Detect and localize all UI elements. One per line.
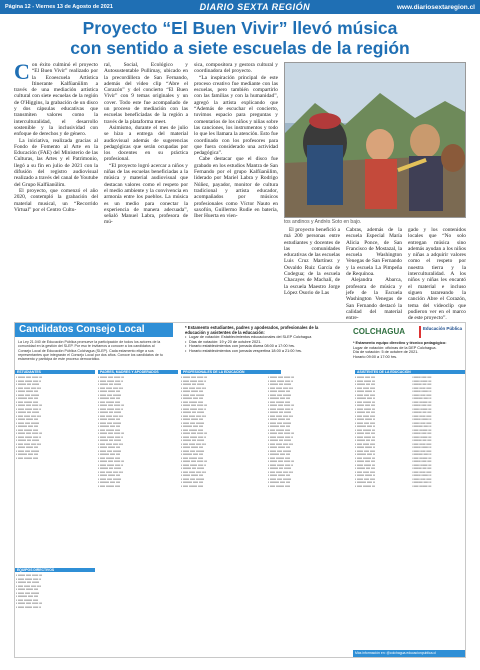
headline-line-1: Proyecto “El Buen Vivir” llevó música xyxy=(82,18,398,38)
paragraph: gado y los contenidos locales que “No solo entregan música sino además ayudan a los niños y niñas a adquirir valores como el respeto por nuestra tierra y la interculturalidad. A los niños y niñas les encantó el material e incluso siguen tarareando la canción Abre el Corazón, tema del videoclip que pudieron ver en el marco de este proyecto”. xyxy=(408,227,466,322)
directive-line: Horario 09:00 a 17:00 hrs. xyxy=(353,354,398,359)
masthead xyxy=(0,0,480,14)
paragraph: Alejandra Abarca, profesora de música y jefe de la Escuela Washington Venegas de San Fernando destacó la calidad del material entre- xyxy=(346,277,402,322)
paragraph: La iniciativa, realizada gracias al Fondo de Fomento al Arte en la Educación (FAE) del Ministerio de las Culturas, las Artes y el Patrimonio, llegó a su fin en julio de 2021 con la difusión del registro audiovisual realizado a través del canal de Youtube del Grupo Kalfüanülim. xyxy=(14,137,98,188)
paragraph: El proyecto, que comenzó el año 2020, contempló la grabación del material musical, un “Recorrido Virtual” por el Centro Cultu- xyxy=(14,187,98,213)
website-link[interactable]: www.diariosextaregion.cl xyxy=(396,3,475,11)
directive-lead: * Estamento equipo directivo y técnico pedagógico: xyxy=(353,341,447,345)
article-photo xyxy=(284,62,466,218)
paragraph: El proyecto benefició a má 200 personas entre estudiantes y docentes de las comunidades educativas de las escuelas Luis Cruz Martínez y Osvaldo Ruiz García de Codegua; de la escuela Chacayes de Machalí, de la escuela Maestro Jorge López Osorio de Las xyxy=(284,227,340,296)
article-body xyxy=(14,59,466,322)
requirement-line: • Horario establecimientos con jornada diurna 08:00 a 17:00 hrs. xyxy=(185,344,335,349)
candidate-list-parents: ▪ ▪▪▪▪▪▪▪ ▪▪▪▪▪ ▪▪▪▪▪▪ ▪▪▪ ▪ ▪▪▪▪▪▪ ▪▪▪▪▪▪▪ ▪▪▪▪▪ ▪▪ ▪ ▪▪▪▪▪▪▪▪ ▪▪▪▪ ▪▪▪▪▪▪▪ ▪ ▪▪▪▪▪ ▪▪▪▪▪▪ ▪▪▪▪▪ ▪▪▪▪ ▪ ▪▪▪▪▪▪▪ ▪▪▪▪▪▪▪ ▪▪▪▪ ▪ ▪▪▪▪▪▪ ▪▪▪▪▪ ▪▪▪▪▪▪▪▪ ▪ ▪▪▪▪▪▪▪▪▪ ▪▪▪▪▪ ▪▪▪▪ ▪ ▪▪▪▪▪ ▪▪▪▪▪▪▪▪ ▪▪▪▪▪ ▪ ▪▪▪▪▪▪▪ ▪▪▪▪▪ ▪▪▪▪▪▪ ▪▪▪ ▪ ▪▪▪▪▪▪ ▪▪▪▪▪▪▪ ▪▪▪▪▪ ▪▪ ▪ ▪▪▪▪▪▪▪▪ ▪▪▪▪ ▪▪▪▪▪▪▪ ▪ ▪▪▪▪▪ ▪▪▪▪▪▪ ▪▪▪▪▪ ▪▪▪▪ ▪ ▪▪▪▪▪▪▪ ▪▪▪▪▪▪▪ ▪▪▪▪ ▪ ▪▪▪▪▪▪ ▪▪▪▪▪ ▪▪▪▪▪▪▪▪ ▪ ▪▪▪▪▪▪▪▪▪ ▪▪▪▪▪ ▪▪▪▪ ▪ ▪▪▪▪▪ ▪▪▪▪▪▪▪▪ ▪▪▪▪▪ ▪ ▪▪▪▪▪▪▪ ▪▪▪▪▪ ▪▪▪▪▪▪ ▪▪▪ ▪ ▪▪▪▪▪▪ ▪▪▪▪▪▪▪ ▪▪▪▪▪ ▪▪ ▪ ▪▪▪▪▪▪▪▪ ▪▪▪▪ ▪▪▪▪▪▪▪ ▪ ▪▪▪▪▪ ▪▪▪▪▪▪ ▪▪▪▪▪ ▪▪▪▪ ▪ ▪▪▪▪▪▪▪ ▪▪▪▪▪▪▪ ▪▪▪▪ ▪ ▪▪▪▪▪▪ ▪▪▪▪▪ ▪▪▪▪▪▪▪▪ ▪ ▪▪▪▪▪▪▪▪▪ ▪▪▪▪▪ ▪▪▪▪ ▪ ▪▪▪▪▪ ▪▪▪▪▪▪▪▪ ▪▪▪▪▪ ▪ ▪▪▪▪▪▪▪ ▪▪▪▪▪ ▪▪▪▪▪▪ ▪▪▪ ▪ ▪▪▪▪▪▪ ▪▪▪▪▪▪▪ ▪▪▪▪▪ ▪▪ ▪ ▪▪▪▪▪▪▪▪ ▪▪▪▪ ▪▪▪▪▪▪▪ ▪ ▪▪▪▪▪ ▪▪▪▪▪▪ ▪▪▪▪▪ ▪▪▪▪ ▪ ▪▪▪▪▪▪▪ ▪▪▪▪▪▪▪ ▪▪▪▪ ▪ ▪▪▪▪▪▪ ▪▪▪▪▪ ▪▪▪▪▪▪▪▪ ▪ ▪▪▪▪▪▪▪▪▪ ▪▪▪▪▪ ▪▪▪▪ ▪ ▪▪▪▪▪ ▪▪▪▪▪▪▪▪ ▪▪▪▪▪ xyxy=(98,376,124,488)
requirements-lead: * Estamento estudiantes, padres y apoderados, profesionales de la educación y asistentes de la educación: xyxy=(185,325,319,335)
category-stripe-students: ESTUDIANTES xyxy=(15,370,95,374)
article-column-1 xyxy=(14,59,98,213)
paragraph: Cabe destacar que el disco fue grabado en los estudios Mantra de San Fernando por el grupo Kalfüanülim, liderado por Mariel Labra y Rodrigo Núñez, payador, monitor de cultura tradicional y artista educador, acompañados por músicos profesionales como Víctor Nauto en saxofón, Guillermo Rudie en batería, Iber Huerta en vien- xyxy=(194,156,278,220)
directive-line: Lugar de votación: oficinas de la DEP Colchagua. xyxy=(353,345,437,350)
article-column-6 xyxy=(408,227,466,321)
requirement-line: • Lugar de votación: Establecimientos educacionales del SLEP Colchagua xyxy=(185,335,335,340)
paper-name: DIARIO SEXTA REGIÓN xyxy=(199,2,311,12)
ad-directive-voting xyxy=(353,341,463,359)
paragraph: sica, compositora y gestora cultural y coordinadora del proyecto. xyxy=(194,62,278,75)
paragraph: “El proyecto logró acercar a niños y niñas de las escuelas beneficiadas a la música y material audiovisual que destacan valores como el respeto por el medio ambiente y la convivencia en armonía entre los pueblos. La música es un medio para conectar la experiencia de manera adecuada”, señaló Manuel Labra, profesora de mú- xyxy=(104,162,188,226)
article-column-3 xyxy=(194,62,278,219)
educacion-publica-logo: Educación Pública xyxy=(419,326,463,338)
category-stripe-professionals: PROFESIONALES DE LA EDUCACIÓN xyxy=(181,370,281,374)
page-info: Página 12 - Viernes 13 de Agosto de 2021 xyxy=(5,4,113,10)
directive-line: Día de votación: 5 de octubre de 2021. xyxy=(353,350,419,355)
category-stripe-assistants: ASISTENTES DE LA EDUCACIÓN xyxy=(355,370,465,374)
ad-intro-text: La Ley 21.040 de Educación Pública promueve la participación de todos los actores de la comunidad en la gestión del SLEP. Por eso te invitamos a conocer a los candidatos al Consejo Local de Educación Pública Colchagua (SLEP). Cada estamento elige a sus representantes que integrarán el Consejo Local por dos años. Conoce los candidatos de tu estamento y participa de este proceso democrático. xyxy=(18,340,163,362)
requirement-line: • Horario establecimientos con jornada vespertina 18:00 a 21:00 hrs. xyxy=(185,349,335,354)
photo-caption: tos andinos y Andrés Soto en bajo. xyxy=(284,219,362,225)
paragraph: Cabras, además de la escuela Especial María Alicia Ponce, de San Francisco de Mostazal, la escuela Washington Venegas de San Fernando y la escuela La Pimpeña de Requínoa. xyxy=(346,227,402,278)
article-headline xyxy=(14,18,466,58)
article-column-5 xyxy=(346,227,402,321)
requirement-line: • Días de votación: 19 y 20 de octubre 2021. xyxy=(185,340,335,345)
drop-cap: C xyxy=(14,59,30,84)
candidate-list-professionals: ▪ ▪▪▪▪▪▪▪ ▪▪▪▪▪ ▪▪▪▪▪▪ ▪▪▪ ▪ ▪▪▪▪▪▪ ▪▪▪▪▪▪▪ ▪▪▪▪▪ ▪▪ ▪ ▪▪▪▪▪▪▪▪ ▪▪▪▪ ▪▪▪▪▪▪▪ ▪ ▪▪▪▪▪ ▪▪▪▪▪▪ ▪▪▪▪▪ ▪▪▪▪ ▪ ▪▪▪▪▪▪▪ ▪▪▪▪▪▪▪ ▪▪▪▪ ▪ ▪▪▪▪▪▪ ▪▪▪▪▪ ▪▪▪▪▪▪▪▪ ▪ ▪▪▪▪▪▪▪▪▪ ▪▪▪▪▪ ▪▪▪▪ ▪ ▪▪▪▪▪ ▪▪▪▪▪▪▪▪ ▪▪▪▪▪ ▪ ▪▪▪▪▪▪▪ ▪▪▪▪▪ ▪▪▪▪▪▪ ▪▪▪ ▪ ▪▪▪▪▪▪ ▪▪▪▪▪▪▪ ▪▪▪▪▪ ▪▪ ▪ ▪▪▪▪▪▪▪▪ ▪▪▪▪ ▪▪▪▪▪▪▪ ▪ ▪▪▪▪▪ ▪▪▪▪▪▪ ▪▪▪▪▪ ▪▪▪▪ ▪ ▪▪▪▪▪▪▪ ▪▪▪▪▪▪▪ ▪▪▪▪ ▪ ▪▪▪▪▪▪ ▪▪▪▪▪ ▪▪▪▪▪▪▪▪ ▪ ▪▪▪▪▪▪▪▪▪ ▪▪▪▪▪ ▪▪▪▪ ▪ ▪▪▪▪▪ ▪▪▪▪▪▪▪▪ ▪▪▪▪▪ ▪ ▪▪▪▪▪▪▪ ▪▪▪▪▪ ▪▪▪▪▪▪ ▪▪▪ ▪ ▪▪▪▪▪▪ ▪▪▪▪▪▪▪ ▪▪▪▪▪ ▪▪ ▪ ▪▪▪▪▪▪▪▪ ▪▪▪▪ ▪▪▪▪▪▪▪ ▪ ▪▪▪▪▪ ▪▪▪▪▪▪ ▪▪▪▪▪ ▪▪▪▪ ▪ ▪▪▪▪▪▪▪ ▪▪▪▪▪▪▪ ▪▪▪▪ ▪ ▪▪▪▪▪▪ ▪▪▪▪▪ ▪▪▪▪▪▪▪▪ ▪ ▪▪▪▪▪▪▪▪▪ ▪▪▪▪▪ ▪▪▪▪ ▪ ▪▪▪▪▪ ▪▪▪▪▪▪▪▪ ▪▪▪▪▪ ▪ ▪▪▪▪▪▪▪ ▪▪▪▪▪ ▪▪▪▪▪▪ ▪▪▪ ▪ ▪▪▪▪▪▪ ▪▪▪▪▪▪▪ ▪▪▪▪▪ ▪▪ ▪ ▪▪▪▪▪▪▪▪ ▪▪▪▪ ▪▪▪▪▪▪▪ ▪ ▪▪▪▪▪ ▪▪▪▪▪▪ ▪▪▪▪▪ ▪▪▪▪ ▪ ▪▪▪▪▪▪▪ ▪▪▪▪▪▪▪ ▪▪▪▪ ▪ ▪▪▪▪▪▪ ▪▪▪▪▪ ▪▪▪▪▪▪▪▪ ▪ ▪▪▪▪▪▪▪▪▪ ▪▪▪▪▪ ▪▪▪▪ ▪ ▪▪▪▪▪ ▪▪▪▪▪▪▪▪ ▪▪▪▪▪ ▪ ▪▪▪▪▪▪▪ ▪▪▪▪▪ ▪▪▪▪▪▪ ▪▪▪ ▪ ▪▪▪▪▪▪ ▪▪▪▪▪▪▪ ▪▪▪▪▪ ▪▪ ▪ ▪▪▪▪▪▪▪▪ ▪▪▪▪ ▪▪▪▪▪▪▪ ▪ ▪▪▪▪▪ ▪▪▪▪▪▪ ▪▪▪▪▪ ▪▪▪▪ ▪ ▪▪▪▪▪▪▪ ▪▪▪▪▪▪▪ ▪▪▪▪ ▪ ▪▪▪▪▪▪ ▪▪▪▪▪ ▪▪▪▪▪▪▪▪ ▪ ▪▪▪▪▪▪▪▪▪ ▪▪▪▪▪ ▪▪▪▪ ▪ ▪▪▪▪▪ ▪▪▪▪▪▪▪▪ ▪▪▪▪▪ ▪ ▪▪▪▪▪▪▪ ▪▪▪▪▪ ▪▪▪▪▪▪ ▪▪▪ ▪ ▪▪▪▪▪▪ ▪▪▪▪▪▪▪ ▪▪▪▪▪ ▪▪ ▪ ▪▪▪▪▪▪▪▪ ▪▪▪▪ ▪▪▪▪▪▪▪ ▪ ▪▪▪▪▪ ▪▪▪▪▪▪ ▪▪▪▪▪ ▪▪▪▪ ▪ ▪▪▪▪▪▪▪ ▪▪▪▪▪▪▪ ▪▪▪▪ ▪ ▪▪▪▪▪▪ ▪▪▪▪▪ ▪▪▪▪▪▪▪▪ ▪ ▪▪▪▪▪▪▪▪▪ ▪▪▪▪▪ ▪▪▪▪ ▪ ▪▪▪▪▪ ▪▪▪▪▪▪▪▪ ▪▪▪▪▪ ▪ ▪▪▪▪▪▪▪ ▪▪▪▪▪ ▪▪▪▪▪▪ ▪▪▪ ▪ ▪▪▪▪▪▪ ▪▪▪▪▪▪▪ ▪▪▪▪▪ ▪▪ ▪ ▪▪▪▪▪▪▪▪ ▪▪▪▪ ▪▪▪▪▪▪▪ ▪ ▪▪▪▪▪ ▪▪▪▪▪▪ ▪▪▪▪▪ ▪▪▪▪ ▪ ▪▪▪▪▪▪▪ ▪▪▪▪▪▪▪ ▪▪▪▪ ▪ ▪▪▪▪▪▪ ▪▪▪▪▪ ▪▪▪▪▪▪▪▪ ▪ ▪▪▪▪▪▪▪▪▪ ▪▪▪▪▪ ▪▪▪▪ ▪ ▪▪▪▪▪ ▪▪▪▪▪▪▪▪ ▪▪▪▪▪ ▪ ▪▪▪▪▪▪▪ ▪▪▪▪▪ ▪▪▪▪▪▪ ▪▪▪ ▪ ▪▪▪▪▪▪ ▪▪▪▪▪▪▪ ▪▪▪▪▪ ▪▪ ▪ ▪▪▪▪▪▪▪▪ ▪▪▪▪ ▪▪▪▪▪▪▪ ▪ ▪▪▪▪▪ ▪▪▪▪▪▪ ▪▪▪▪▪ ▪▪▪▪ ▪ ▪▪▪▪▪▪▪ ▪▪▪▪▪▪▪ ▪▪▪▪ ▪ ▪▪▪▪▪▪ ▪▪▪▪▪ ▪▪▪▪▪▪▪▪ ▪ ▪▪▪▪▪▪▪▪▪ ▪▪▪▪▪ ▪▪▪▪ ▪ ▪▪▪▪▪ ▪▪▪▪▪▪▪▪ ▪▪▪▪▪ xyxy=(181,376,294,488)
paragraph: Asimismo, durante el mes de julio se hizo a entrega del material audiovisual además de sugerencias pedagógicas que serán ocupadas por los docentes en su práctica profesional. xyxy=(104,124,188,163)
colchagua-logo: COLCHAGUA xyxy=(353,327,405,336)
candidate-list-students: ▪ ▪▪▪▪▪▪▪ ▪▪▪▪▪ ▪▪▪▪▪▪ ▪▪▪ ▪ ▪▪▪▪▪▪ ▪▪▪▪▪▪▪ ▪▪▪▪▪ ▪▪ ▪ ▪▪▪▪▪▪▪▪ ▪▪▪▪ ▪▪▪▪▪▪▪ ▪ ▪▪▪▪▪ ▪▪▪▪▪▪ ▪▪▪▪▪ ▪▪▪▪ ▪ ▪▪▪▪▪▪▪ ▪▪▪▪▪▪▪ ▪▪▪▪ ▪ ▪▪▪▪▪▪ ▪▪▪▪▪ ▪▪▪▪▪▪▪▪ ▪ ▪▪▪▪▪▪▪▪▪ ▪▪▪▪▪ ▪▪▪▪ ▪ ▪▪▪▪▪ ▪▪▪▪▪▪▪▪ ▪▪▪▪▪ ▪ ▪▪▪▪▪▪▪ ▪▪▪▪▪ ▪▪▪▪▪▪ ▪▪▪ ▪ ▪▪▪▪▪▪ ▪▪▪▪▪▪▪ ▪▪▪▪▪ ▪▪ ▪ ▪▪▪▪▪▪▪▪ ▪▪▪▪ ▪▪▪▪▪▪▪ ▪ ▪▪▪▪▪ ▪▪▪▪▪▪ ▪▪▪▪▪ ▪▪▪▪ ▪ ▪▪▪▪▪▪▪ ▪▪▪▪▪▪▪ ▪▪▪▪ ▪ ▪▪▪▪▪▪ ▪▪▪▪▪ ▪▪▪▪▪▪▪▪ ▪ ▪▪▪▪▪▪▪▪▪ ▪▪▪▪▪ ▪▪▪▪ ▪ ▪▪▪▪▪ ▪▪▪▪▪▪▪▪ ▪▪▪▪▪ ▪ ▪▪▪▪▪▪▪ ▪▪▪▪▪ ▪▪▪▪▪▪ ▪▪▪ ▪ ▪▪▪▪▪▪ ▪▪▪▪▪▪▪ ▪▪▪▪▪ ▪▪ ▪ ▪▪▪▪▪▪▪▪ ▪▪▪▪ ▪▪▪▪▪▪▪ ▪ ▪▪▪▪▪ ▪▪▪▪▪▪ ▪▪▪▪▪ ▪▪▪▪ ▪ ▪▪▪▪▪▪▪ ▪▪▪▪▪▪▪ ▪▪▪▪ ▪ ▪▪▪▪▪▪ ▪▪▪▪▪ ▪▪▪▪▪▪▪▪ ▪ ▪▪▪▪▪▪▪▪▪ ▪▪▪▪▪ ▪▪▪▪ ▪ ▪▪▪▪▪ ▪▪▪▪▪▪▪▪ ▪▪▪▪▪ xyxy=(16,376,42,460)
paragraph: on éxito culminó el proyecto “El Buen Vivir” realizado por la Ecoescuela Artística Itinerante Kalfüanülim a través de una mediación artística cultural con siete escuelas de la región de O'Higgins, la grabación de un disco y dos cápsulas educativas que transmiten valores como la interculturalidad, el desarrollo sostenible y la inclusividad con enfoque de derechos y de género. xyxy=(14,62,98,138)
ad-banner-title: Candidatos Consejo Local xyxy=(15,323,173,337)
advertisement-consejo-local xyxy=(14,322,466,658)
candidate-list-directivos: ▪ ▪▪▪▪▪▪▪ ▪▪▪▪▪ ▪▪▪▪▪▪ ▪▪▪ ▪ ▪▪▪▪▪▪ ▪▪▪▪▪▪▪ ▪▪▪▪▪ ▪▪ ▪ ▪▪▪▪▪▪▪▪ ▪▪▪▪ ▪▪▪▪▪▪▪ ▪ ▪▪▪▪▪ ▪▪▪▪▪▪ ▪▪▪▪▪ ▪▪▪▪ ▪ ▪▪▪▪▪▪▪ ▪▪▪▪▪▪▪ ▪▪▪▪ ▪ ▪▪▪▪▪▪ ▪▪▪▪▪ ▪▪▪▪▪▪▪▪ ▪ ▪▪▪▪▪▪▪▪▪ ▪▪▪▪▪ ▪▪▪▪ ▪ ▪▪▪▪▪ ▪▪▪▪▪▪▪▪ ▪▪▪▪▪ ▪ ▪▪▪▪▪▪▪ ▪▪▪▪▪ ▪▪▪▪▪▪ ▪▪▪ ▪ ▪▪▪▪▪▪ ▪▪▪▪▪▪▪ ▪▪▪▪▪ ▪▪ xyxy=(16,574,42,609)
ad-footer-info[interactable]: Más información en: @colchagua.educacionpublica.cl xyxy=(353,650,465,657)
category-stripe-parents: PADRES, MADRES Y APODERADOS xyxy=(98,370,178,374)
article-column-2 xyxy=(104,62,188,226)
paragraph: ral, Social, Ecológico y Autosustentable Pullimay, ubicado en la precordillera de San Fernando, además del video clip “Abre el Corazón” y del concierto “El Buen Vivir” con 9 temas originales y un cover. Todo este fue acompañado de un proceso de mediación con las escuelas beneficiadas de la región a través de la plataforma meet. xyxy=(104,62,188,125)
category-stripe-directivos: EQUIPOS DIRECTIVOS xyxy=(15,568,95,572)
candidate-list-assistants: ▪ ▪▪▪▪▪▪▪ ▪▪▪▪▪ ▪▪▪▪ ▪ ▪▪▪▪▪▪ ▪▪▪▪▪▪▪ ▪▪▪ ▪ ▪▪▪▪▪▪▪▪ ▪▪▪▪ ▪▪▪▪ ▪ ▪▪▪▪▪ ▪▪▪▪▪▪ ▪▪▪▪▪ ▪ ▪▪▪▪▪▪▪ ▪▪▪▪▪▪▪ ▪▪ ▪ ▪▪▪▪▪▪ ▪▪▪▪▪ ▪▪▪▪▪ ▪ ▪▪▪▪▪▪▪▪▪ ▪▪▪▪▪ ▪▪ ▪ ▪▪▪▪▪ ▪▪▪▪▪▪▪▪ ▪▪▪ ▪ ▪▪▪▪▪▪▪ ▪▪▪▪▪ ▪▪▪▪ ▪ ▪▪▪▪▪▪ ▪▪▪▪▪▪▪ ▪▪▪ ▪ ▪▪▪▪▪▪▪▪ ▪▪▪▪ ▪▪▪▪ ▪ ▪▪▪▪▪ ▪▪▪▪▪▪ ▪▪▪▪▪ ▪ ▪▪▪▪▪▪▪ ▪▪▪▪▪▪▪ ▪▪ ▪ ▪▪▪▪▪▪ ▪▪▪▪▪ ▪▪▪▪▪ ▪ ▪▪▪▪▪▪▪▪▪ ▪▪▪▪▪ ▪▪ ▪ ▪▪▪▪▪ ▪▪▪▪▪▪▪▪ ▪▪▪ ▪ ▪▪▪▪▪▪▪ ▪▪▪▪▪ ▪▪▪▪ ▪ ▪▪▪▪▪▪ ▪▪▪▪▪▪▪ ▪▪▪ ▪ ▪▪▪▪▪▪▪▪ ▪▪▪▪ ▪▪▪▪ ▪ ▪▪▪▪▪ ▪▪▪▪▪▪ ▪▪▪▪▪ ▪ ▪▪▪▪▪▪▪ ▪▪▪▪▪▪▪ ▪▪ ▪ ▪▪▪▪▪▪ ▪▪▪▪▪ ▪▪▪▪▪ ▪ ▪▪▪▪▪▪▪▪▪ ▪▪▪▪▪ ▪▪ ▪ ▪▪▪▪▪ ▪▪▪▪▪▪▪▪ ▪▪▪ ▪ ▪▪▪▪▪▪▪ ▪▪▪▪▪ ▪▪▪▪ ▪ ▪▪▪▪▪▪ ▪▪▪▪▪▪▪ ▪▪▪ ▪ ▪▪▪▪▪▪▪▪ ▪▪▪▪ ▪▪▪▪ ▪ ▪▪▪▪▪ ▪▪▪▪▪▪ ▪▪▪▪▪ ▪ ▪▪▪▪▪▪▪ ▪▪▪▪▪▪▪ ▪▪ ▪ ▪▪▪▪▪▪ ▪▪▪▪▪ ▪▪▪▪▪ ▪ ▪▪▪▪▪▪▪▪▪ ▪▪▪▪▪ ▪▪ ▪ ▪▪▪▪▪ ▪▪▪▪▪▪▪▪ ▪▪▪ ▪ ▪▪▪▪▪▪▪ ▪▪▪▪▪ ▪▪▪▪ ▪ ▪▪▪▪▪▪ ▪▪▪▪▪▪▪ ▪▪▪ ▪ ▪▪▪▪▪▪▪▪ ▪▪▪▪ ▪▪▪▪ ▪ ▪▪▪▪▪ ▪▪▪▪▪▪ ▪▪▪▪▪ ▪ ▪▪▪▪▪▪▪ ▪▪▪▪▪▪▪ ▪▪ ▪ ▪▪▪▪▪▪ ▪▪▪▪▪ ▪▪▪▪▪ ▪ ▪▪▪▪▪▪▪▪▪ ▪▪▪▪▪ ▪▪ ▪ ▪▪▪▪▪ ▪▪▪▪▪▪▪▪ ▪▪▪ ▪ ▪▪▪▪▪▪▪ ▪▪▪▪▪ ▪▪▪▪ ▪ ▪▪▪▪▪▪ ▪▪▪▪▪▪▪ ▪▪▪ ▪ ▪▪▪▪▪▪▪▪ ▪▪▪▪ ▪▪▪▪ ▪ ▪▪▪▪▪ ▪▪▪▪▪▪ ▪▪▪▪▪ ▪ ▪▪▪▪▪▪▪ ▪▪▪▪▪▪▪ ▪▪ ▪ ▪▪▪▪▪▪ ▪▪▪▪▪ ▪▪▪▪▪ ▪ ▪▪▪▪▪▪▪▪▪ ▪▪▪▪▪ ▪▪ ▪ ▪▪▪▪▪ ▪▪▪▪▪▪▪▪ ▪▪▪ ▪ ▪▪▪▪▪▪▪ ▪▪▪▪▪ ▪▪▪▪ ▪ ▪▪▪▪▪▪ ▪▪▪▪▪▪▪ ▪▪▪ ▪ ▪▪▪▪▪▪▪▪ ▪▪▪▪ ▪▪▪▪ ▪ ▪▪▪▪▪ ▪▪▪▪▪▪ ▪▪▪▪▪ ▪ ▪▪▪▪▪▪▪ ▪▪▪▪▪▪▪ ▪▪ ▪ ▪▪▪▪▪▪ ▪▪▪▪▪ ▪▪▪▪▪ ▪ ▪▪▪▪▪▪▪▪▪ ▪▪▪▪▪ ▪▪ ▪ ▪▪▪▪▪ ▪▪▪▪▪▪▪▪ ▪▪▪ ▪ ▪▪▪▪▪▪▪ ▪▪▪▪▪ ▪▪▪▪ ▪ ▪▪▪▪▪▪ ▪▪▪▪▪▪▪ ▪▪▪ ▪ ▪▪▪▪▪▪▪▪ ▪▪▪▪ ▪▪▪▪ ▪ ▪▪▪▪▪ ▪▪▪▪▪▪ ▪▪▪▪▪ ▪ ▪▪▪▪▪▪▪ ▪▪▪▪▪▪▪ ▪▪ ▪ ▪▪▪▪▪▪ ▪▪▪▪▪ ▪▪▪▪▪ ▪ ▪▪▪▪▪▪▪▪▪ ▪▪▪▪▪ ▪▪ ▪ ▪▪▪▪▪ ▪▪▪▪▪▪▪▪ ▪▪▪ xyxy=(355,376,432,488)
article-column-4 xyxy=(284,227,340,296)
headline-line-2: con sentido a siete escuelas de la región xyxy=(70,38,410,58)
ad-voting-requirements xyxy=(185,326,335,354)
paragraph: “La inspiración principal de este proceso creativo fue mediante con las escuelas, pero también compartirlo con las familias y con la humanidad”, agregó la artista explicando que “Además de escuchar el concierto, tuvimos espacio para preguntas y comentarios de los niños y niñas sobre las canciones, los instrumentos y todo lo que les llamara la atención. Esto fue coordinado con los profesores para que fuera considerado una actividad pedagógica”. xyxy=(194,74,278,157)
